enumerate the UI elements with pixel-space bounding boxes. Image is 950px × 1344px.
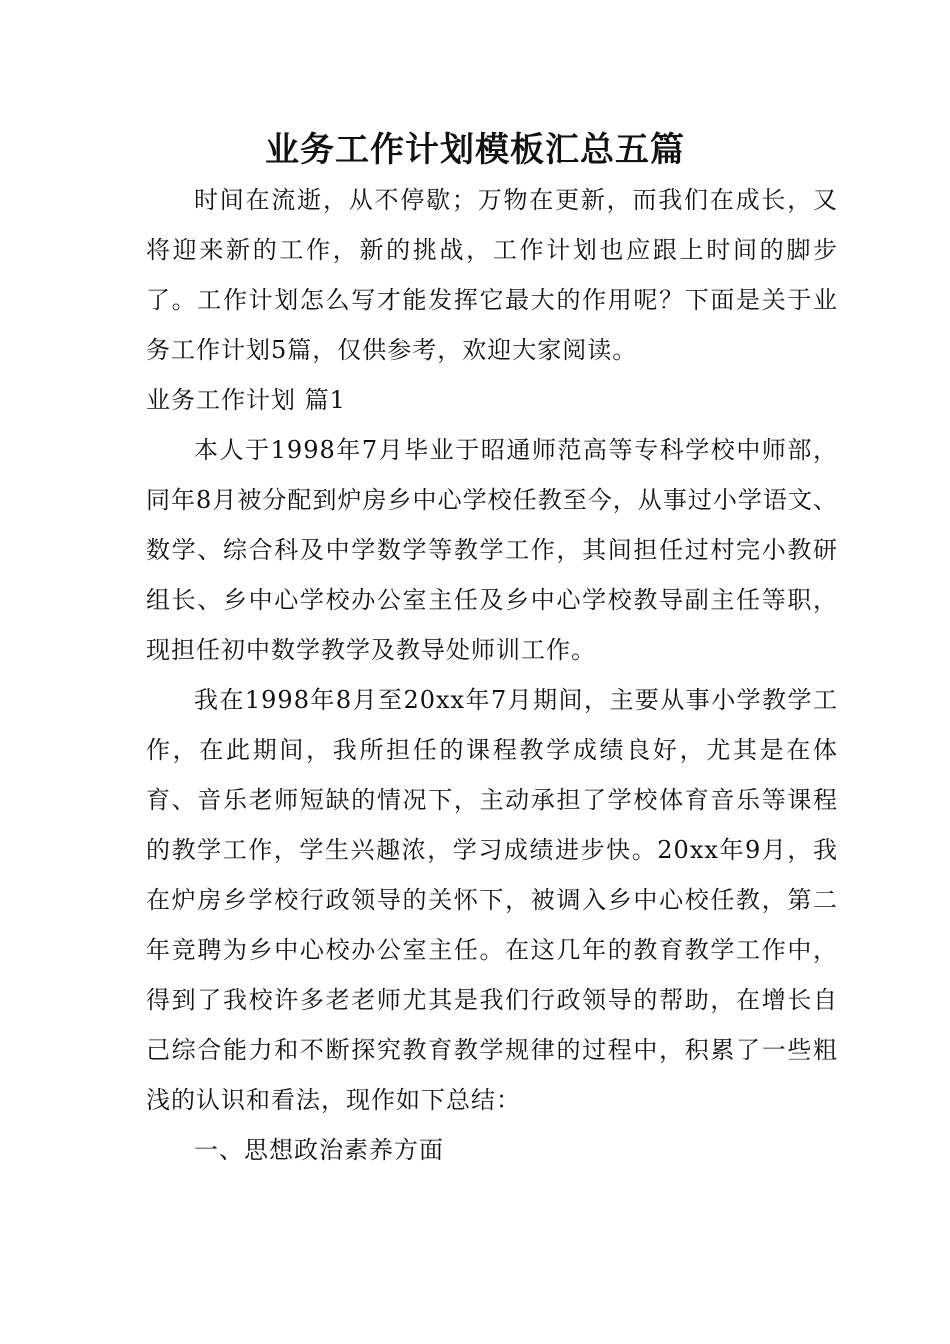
body-paragraph-2: 我在1998年8月至20xx年7月期间，主要从事小学教学工作，在此期间，我所担任的课程教学成绩良好，尤其是在体育、音乐老师短缺的情况下，主动承担了学校体育音乐等课程的教学工作，学生兴趣浓，学习成绩进步快。20xx年9月，我在炉房乡学校行政领导的关怀下，被调入乡中心校任教，第二年竞聘为乡中心校办公室主任。在这几年的教育教学工作中，得到了我校许多老老师尤其是我们行政领导的帮助，在增长自己综合能力和不断探究教育教学规律的过程中，积累了一些粗浅的认识和看法，现作如下总结： xyxy=(146,686,838,1114)
document-title: 业务工作计划模板汇总五篇 xyxy=(265,130,685,170)
section-heading-1: 业务工作计划 篇1 xyxy=(146,386,346,414)
intro-paragraph: 时间在流逝，从不停歇；万物在更新，而我们在成长，又将迎来新的工作，新的挑战，工作计划也应跟上时间的脚步了。工作计划怎么写才能发挥它最大的作用呢？下面是关于业务工作计划5篇，仅供参考，欢迎大家阅读。 xyxy=(146,186,838,364)
body-paragraph-1: 本人于1998年7月毕业于昭通师范高等专科学校中师部，同年8月被分配到炉房乡中心学校任教至今，从事过小学语文、数学、综合科及中学数学等教学工作，其间担任过村完小教研组长、乡中心学校办公室主任及乡中心学校教导副主任等职，现担任初中数学教学及教导处师训工作。 xyxy=(146,436,838,664)
subheading-1: 一、思想政治素养方面 xyxy=(194,1136,444,1164)
document-body xyxy=(146,175,838,1175)
